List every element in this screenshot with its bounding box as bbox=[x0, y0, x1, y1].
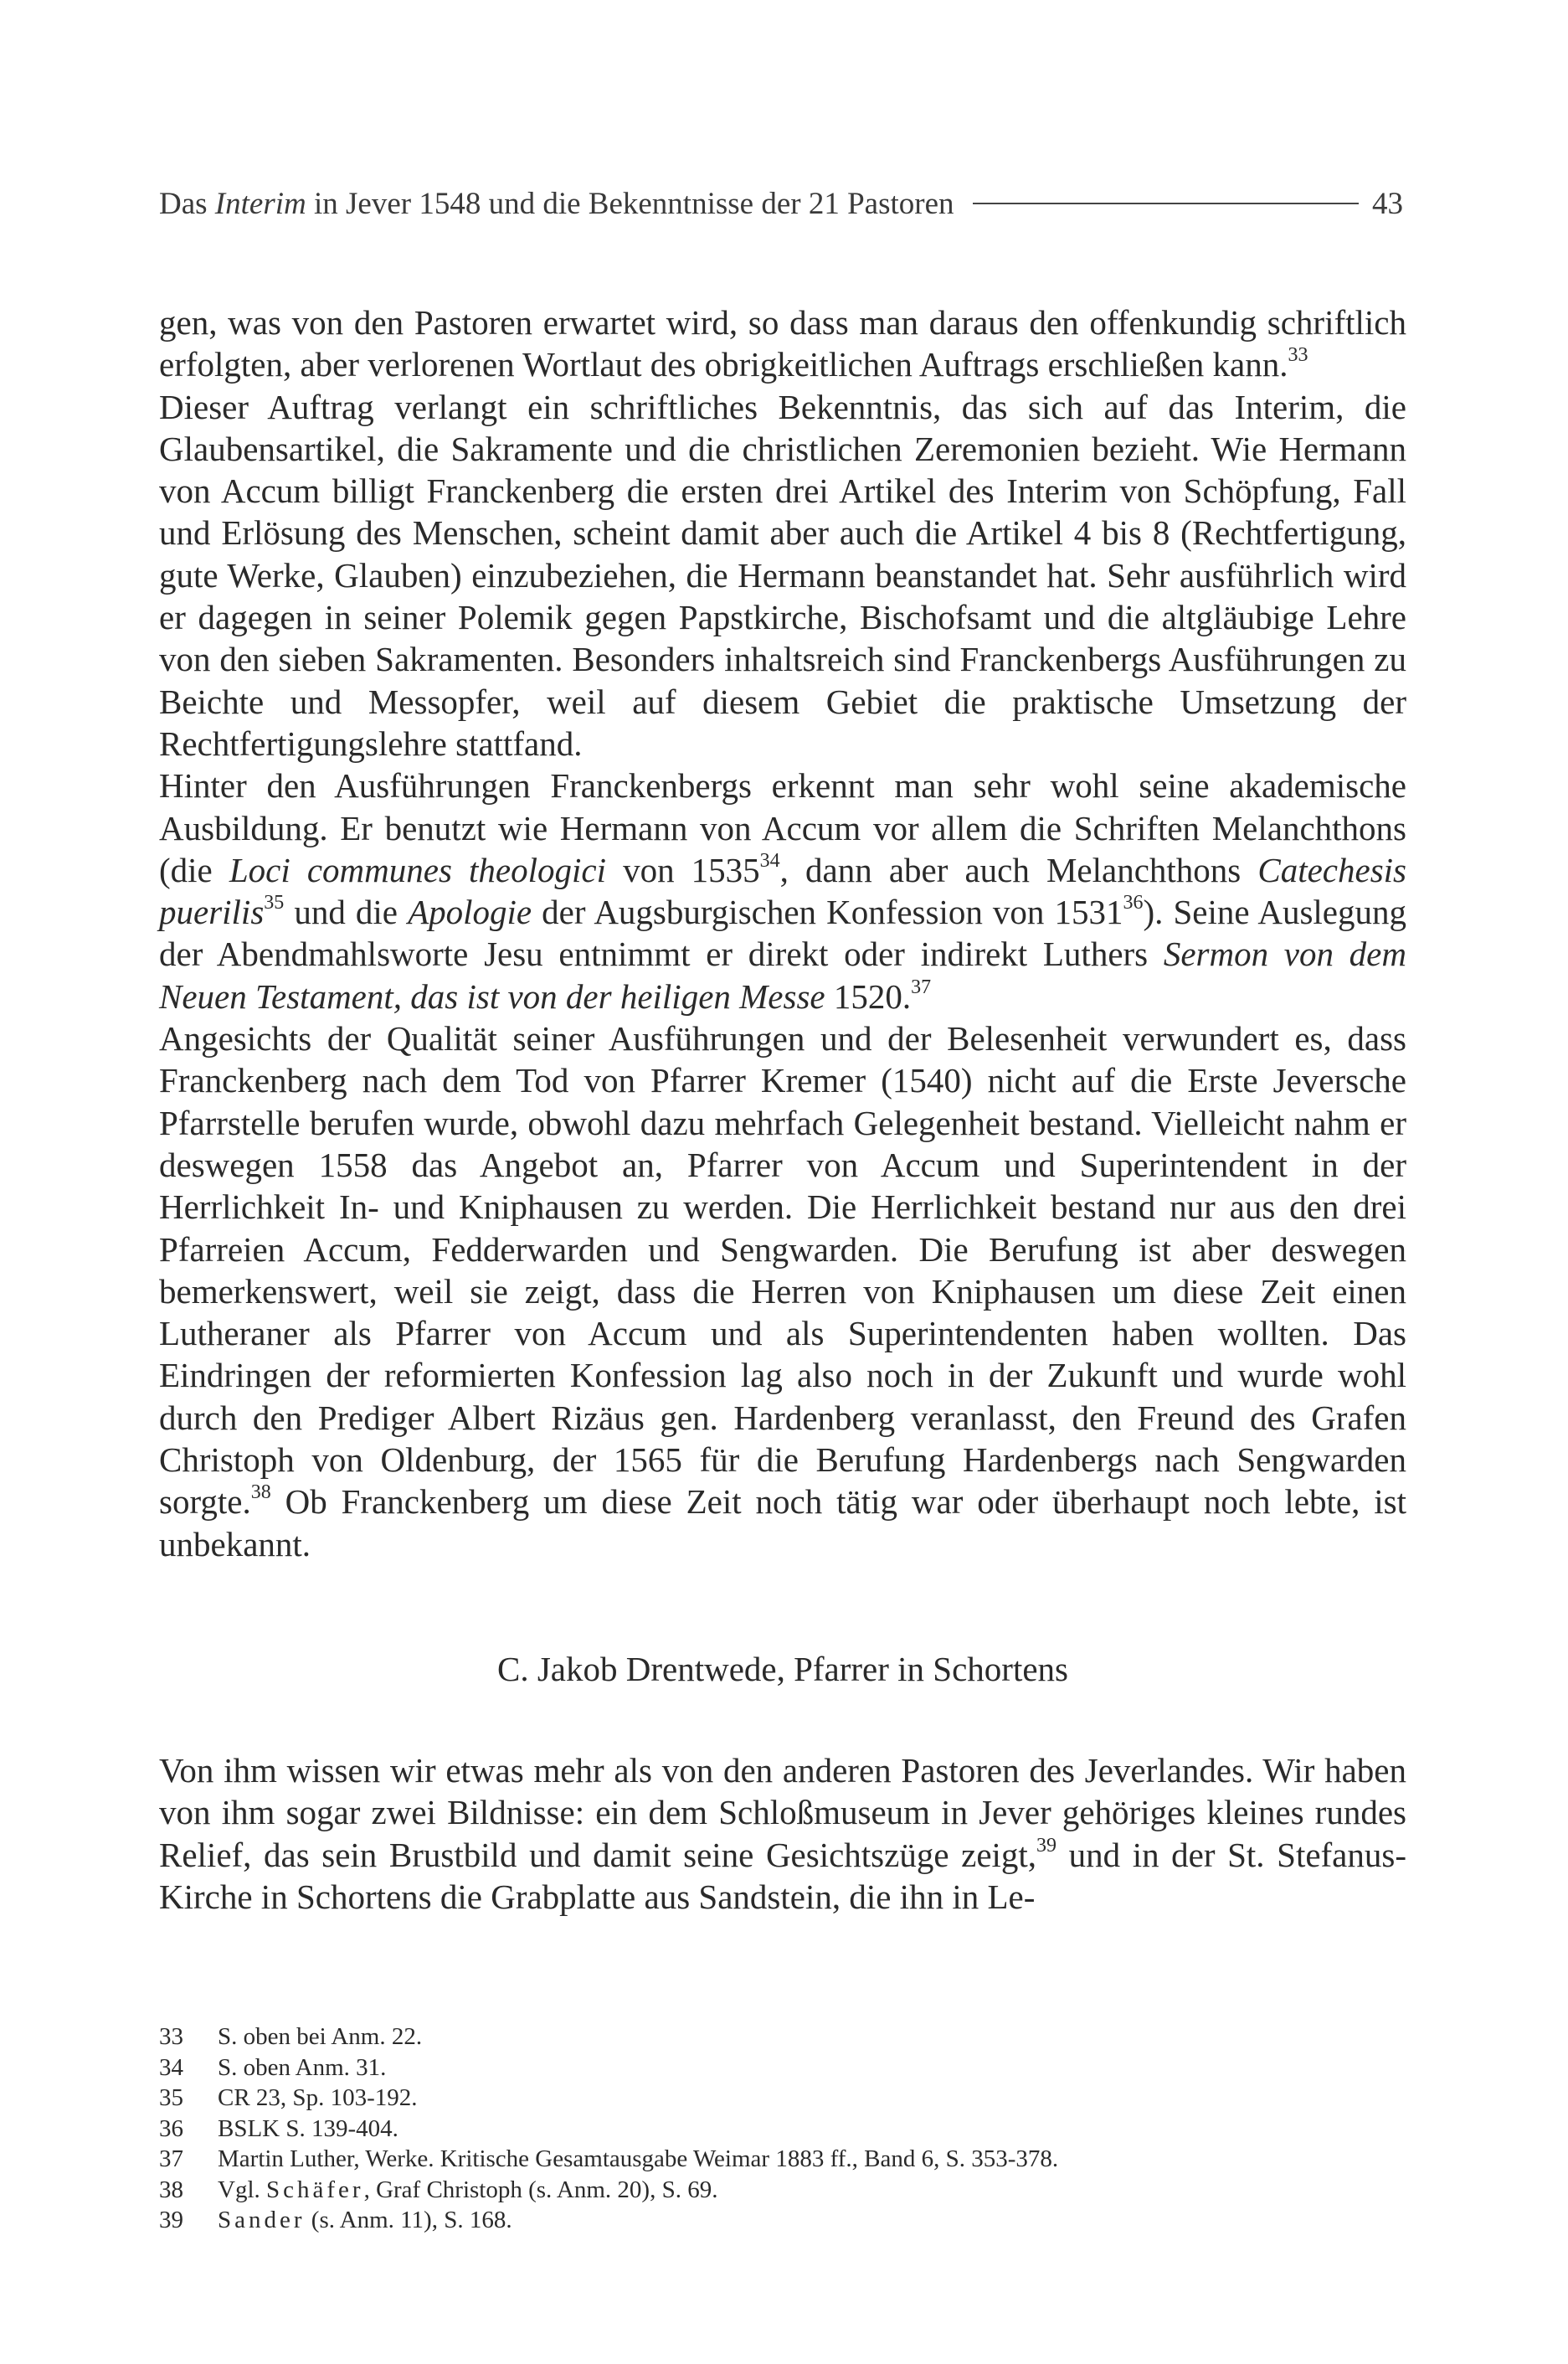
footnote: 37 Martin Luther, Werke. Kritische Gesamtausgabe Weimar 1883 ff., Band 6, S. 353-378. bbox=[159, 2145, 1059, 2173]
paragraph: gen, was von den Pastoren erwartet wird, so dass man daraus den offenkundig schriftlich erfolgten, aber verlorenen Wortlaut des obrigkeitlichen Auftrags erschließen kann.$^{33}$ bbox=[159, 303, 1406, 384]
paragraph: Dieser Auftrag verlangt ein schriftliches Bekenntnis, das sich auf das Interim, die Glaubensartikel, die Sakramente und die christlichen Zeremonien bezieht. Wie Hermann von Accum billigt Franckenberg die ersten drei Artikel des Interim von Schöpfung, Fall und Erlösung des Menschen, scheint damit aber auch die Artikel 4 bis 8 (Rechtfertigung, gute Werke, Glauben) einzubeziehen, die Hermann beanstandet hat. Sehr ausführlich wird er dagegen in seiner Polemik gegen Papstkirche, Bischofsamt und die altgläubige Lehre von den sieben Sakramenten. Besonders inhaltsreich sind Franckenbergs Ausführungen zu Beichte und Messopfer, weil auf diesem Gebiet die praktische Umsetzung der Rechtfertigungslehre stattfand. bbox=[159, 387, 1406, 763]
footnote: 39 Sander (s. Anm. 11), S. 168. bbox=[159, 2207, 512, 2234]
footnote-ref[interactable]: 36 bbox=[1123, 892, 1144, 914]
footnote-ref[interactable]: 37 bbox=[911, 976, 932, 998]
section-title: C. Jakob Drentwede, Pfarrer in Schortens bbox=[496, 1649, 1068, 1688]
footnotes bbox=[159, 2022, 1406, 2236]
footnote-ref[interactable]: 39 bbox=[1036, 1834, 1057, 1857]
header-rule bbox=[973, 203, 1359, 204]
footnote: 34 S. oben Anm. 31. bbox=[159, 2053, 387, 2081]
paragraph: Hinter den Ausführungen Franckenbergs erkennt man sehr wohl seine akademische Ausbildung. Er benutzt wie Hermann von Accum vor allem die Schriften Melanchthons (die Loci communes theologici von 1535$^{34}$, dann aber auch Melanchthons Catechesis puerilis$^{35}$ und die Apologie der Augsburgischen Konfession von 1531$^{36}$). Seine Auslegung der Abendmahlsworte Jesu entnimmt er direkt oder indirekt Luthers Sermon von dem Neuen Testament, das ist von der heiligen Messe 1520.37 bbox=[159, 766, 1406, 1016]
footnote: 35 CR 23, Sp. 103-192. bbox=[159, 2084, 418, 2112]
footnote-ref[interactable]: 35 bbox=[264, 892, 285, 914]
footnote-ref[interactable]: 38 bbox=[250, 1481, 271, 1504]
running-title: Das Interim in Jever 1548 und die Bekenntnisse der 21 Pastoren bbox=[159, 186, 954, 221]
paragraph: Von ihm wissen wir etwas mehr als von den anderen Pastoren des Jeverlandes. Wir haben von ihm sogar zwei Bildnisse: ein dem Schloßmuseum in Jever gehöriges kleines rundes Relief, das sein Brustbild und damit seine Gesichtszüge zeigt,$^{39}$ und in der St. Stefanus-Kirche in Schortens die Grabplatte aus Sandstein, die ihn in Le- bbox=[159, 1750, 1406, 1916]
footnote: 38 Vgl. Schäfer, Graf Christoph (s. Anm. 20), S. 69. bbox=[159, 2176, 718, 2203]
footnote-ref[interactable]: 33 bbox=[1288, 344, 1308, 367]
footnote-ref[interactable]: 34 bbox=[759, 849, 780, 872]
footnote: 36 BSLK S. 139-404. bbox=[159, 2114, 398, 2142]
page bbox=[159, 183, 1406, 2236]
running-title-emphasis: Interim bbox=[214, 186, 306, 221]
running-head bbox=[159, 183, 1406, 224]
paragraph: Angesichts der Qualität seiner Ausführungen und der Belesenheit verwundert es, dass Franckenberg nach dem Tod von Pfarrer Kremer (1540) nicht auf die Erste Jeversche Pfarrstelle berufen wurde, obwohl dazu mehrfach Gelegenheit bestand. Vielleicht nahm er deswegen 1558 das Angebot an, Pfarrer von Accum und Superintendent in der Herrlichkeit In- und Kniphausen zu werden. Die Herrlichkeit bestand nur aus den drei Pfarreien Accum, Fedderwarden und Sengwarden. Die Berufung ist aber deswegen bemerkenswert, weil sie zeigt, dass die Herren von Kniphausen um diese Zeit einen Lutheraner als Pfarrer von Accum und als Superintendenten haben wollten. Das Eindringen der reformierten Konfession lag also noch in der Zukunft und wurde wohl durch den Prediger Albert Rizäus gen. Hardenberg veranlasst, den Freund des Grafen Christoph von Oldenburg, der 1565 für die Berufung Hardenbergs nach Sengwarden sorgte.$^{38}$ Ob Franckenberg um diese Zeit noch tätig war oder überhaupt noch lebte, ist unbekannt. bbox=[159, 1019, 1406, 1563]
footnote: 33 S. oben bei Anm. 22. bbox=[159, 2023, 423, 2051]
body-text bbox=[159, 301, 1406, 1918]
page-number: 43 bbox=[1372, 186, 1403, 221]
